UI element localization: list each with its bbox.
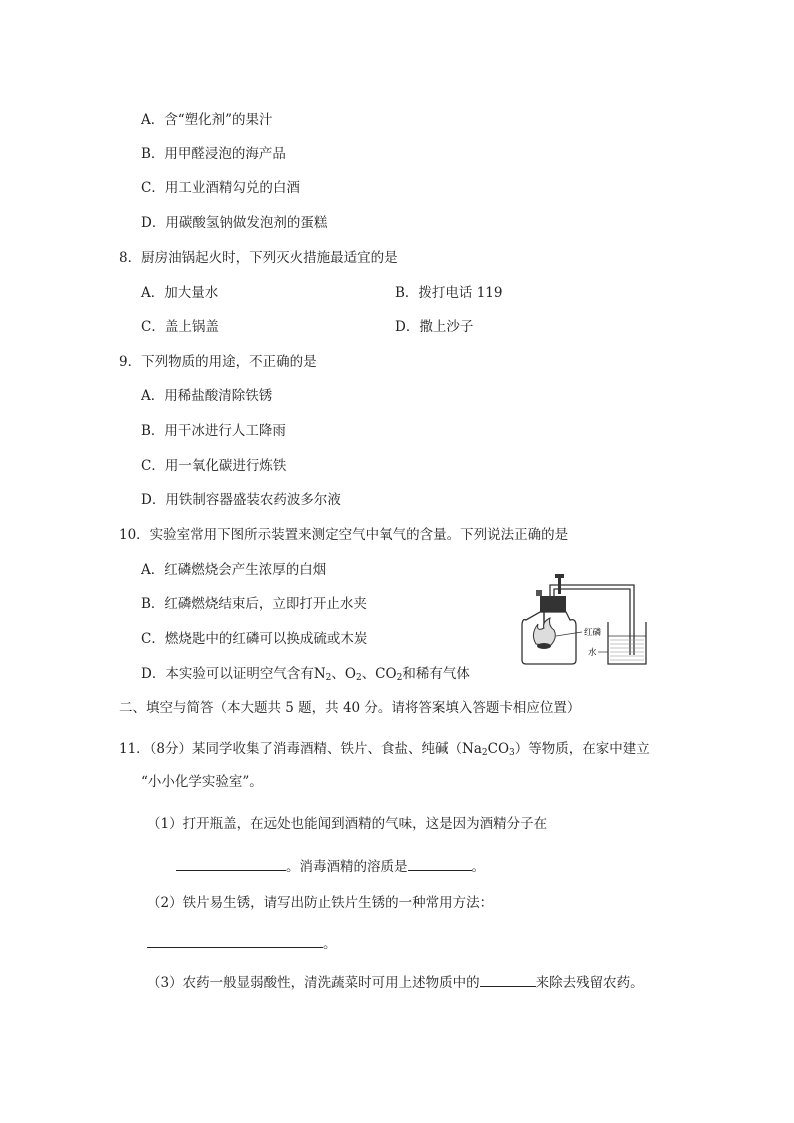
q11-part1-line2: 。消毒酒精的溶质是 。 [176, 856, 485, 876]
q11-part2-blank[interactable] [147, 933, 323, 948]
label-phosphorus: 红磷 [584, 628, 602, 638]
q11-stem-line2: “小小化学实验室”。 [141, 774, 263, 790]
q7-option-a: A．含“塑化剂”的果汁 [141, 112, 273, 128]
q9-option-d: D．用铁制容器盛装农药波多尔液 [141, 492, 341, 508]
q10-option-c: C．燃烧匙中的红磷可以换成硫或木炭 [141, 631, 368, 647]
q11-part2-line2: 。 [147, 933, 337, 953]
oxygen-apparatus-figure [512, 560, 650, 670]
q9-option-a: A．用稀盐酸清除铁锈 [141, 388, 273, 404]
q11-part3-text: （3）农药一般显弱酸性，清洗蔬菜时可用上述物质中的 来除去残留农药。 [147, 972, 644, 992]
q8-option-b: B．拨打电话 119 [395, 285, 503, 301]
q7-option-b: B．用甲醛浸泡的海产品 [141, 146, 286, 162]
label-water: 水 [588, 648, 597, 658]
q11-stem: 11．（8分）某同学收集了消毒酒精、铁片、食盐、纯碱$(Na_2CO_3)$等物质，在家中建立 [119, 741, 650, 758]
q9-option-b: B．用干冰进行人工降雨 [141, 423, 286, 439]
q8-option-a: A．加大量水 [141, 285, 219, 301]
q11-part3-blank[interactable] [480, 972, 536, 987]
q9-stem: 9．下列物质的用途，不正确的是 [119, 354, 317, 370]
q10-option-d: D．本实验可以证明空气含有$N_2$、$O_2$、$CO_2$和稀有气体 [141, 666, 470, 683]
q9-option-c: C．用一氧化碳进行炼铁 [141, 458, 287, 474]
q8-option-d: D．撒上沙子 [395, 319, 474, 335]
q8-stem: 8．厨房油锅起火时，下列灭火措施最适宜的是 [119, 250, 398, 266]
q11-part1-blank2[interactable] [408, 856, 472, 871]
q10-option-a: A．红磷燃烧会产生浓厚的白烟 [141, 562, 327, 578]
q7-option-c: C．用工业酒精勾兑的白酒 [141, 180, 300, 196]
q10-stem: 10．实验室常用下图所示装置来测定空气中氧气的含量。下列说法正确的是 [119, 527, 569, 543]
section2-heading: 二、填空与简答（本大题共 5 题，共 40 分。请将答案填入答题卡相应位置） [119, 700, 581, 716]
q11-part2-text: （2）铁片易生锈，请写出防止铁片生锈的一种常用方法： [147, 895, 494, 911]
q10-option-b: B．红磷燃烧结束后，立即打开止水夹 [141, 596, 367, 612]
q8-option-c: C．盖上锅盖 [141, 319, 219, 335]
q11-part1-blank1[interactable] [176, 856, 286, 871]
q11-part1-text: （1）打开瓶盖，在远处也能闻到酒精的气味，这是因为酒精分子在 [147, 816, 548, 832]
q7-option-d: D．用碳酸氢钠做发泡剂的蛋糕 [141, 215, 328, 231]
